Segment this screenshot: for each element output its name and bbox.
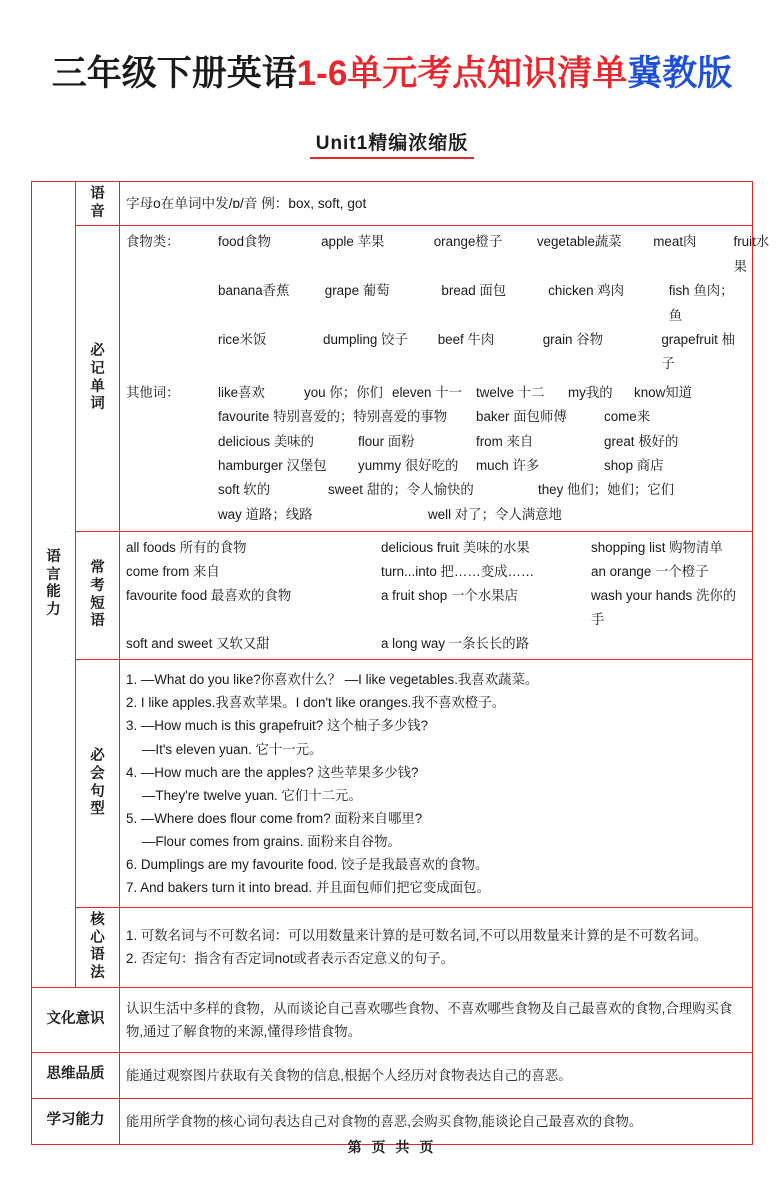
phrase-item: come from 来自 [126, 563, 220, 579]
row-label-grammar [76, 907, 120, 987]
row-label-must-words-char-3: 单 [90, 378, 105, 395]
phrase-line [126, 560, 746, 584]
phrase-item: favourite food 最喜欢的食物 [126, 587, 292, 603]
word-line [126, 454, 746, 478]
page-title-part2: 1-6单元考点知识清单 [296, 54, 628, 93]
cell-culture-content [120, 987, 753, 1052]
page-title [30, 46, 754, 96]
word-line [126, 381, 746, 405]
word-item: orange橙子 [433, 234, 503, 250]
knowledge-table [31, 181, 770, 1145]
page-title-part3: 冀教版 [627, 54, 733, 93]
table-row-phrases [32, 532, 753, 660]
phrase-item [591, 632, 746, 656]
word-group-lead-food: 食物类： [126, 234, 180, 250]
row-label-grammar-char-4: 法 [90, 964, 105, 981]
sentence-item: 3. —How much is this grapefruit? 这个柚子多少钱? [126, 718, 429, 734]
row-label-grammar-char-2: 心 [90, 929, 105, 946]
row-label-sentences-char-3: 句 [90, 783, 105, 800]
word-line-items [218, 454, 746, 478]
section-label-char-3: 能 [46, 584, 61, 601]
word-item: sweet 甜的；令人愉快的 [328, 482, 474, 498]
learning-text: 能用所学食物的核心词句表达自己对食物的喜恶,会购买食物,能谈论自己最喜欢的食物。 [126, 1113, 643, 1129]
word-group-lead-others: 其他词： [126, 384, 180, 400]
page-title-part1: 三年级下册英语 [51, 54, 297, 93]
word-item: come来 [604, 409, 651, 425]
section-label-char-2: 言 [46, 566, 61, 583]
word-line-items [218, 430, 746, 454]
row-label-pronunciation-char-1: 语 [90, 186, 105, 202]
word-line-spacer [126, 430, 218, 454]
word-line-spacer [126, 328, 218, 377]
word-line-items [218, 381, 746, 405]
word-item: chicken 鸡肉 [548, 283, 625, 299]
cell-thinking-content [120, 1052, 753, 1098]
word-item: food食物 [218, 234, 271, 250]
word-item: meat肉 [653, 234, 697, 250]
word-item: shop 商店 [604, 457, 664, 473]
thinking-text: 能通过观察图片获取有关食物的信息,根据个人经历对食物表达自己的喜恶。 [126, 1067, 572, 1083]
table-row-thinking [32, 1052, 753, 1098]
word-line-items [218, 405, 746, 429]
word-item: bread 面包 [441, 283, 507, 299]
word-item: soft 软的 [218, 482, 271, 498]
phrase-item: an orange 一个橙子 [591, 563, 709, 579]
row-label-must-words-char-4: 词 [90, 396, 105, 413]
phrase-item: a long way 一条长长的路 [381, 635, 530, 651]
word-line-items [218, 478, 746, 502]
table-row-must-words [32, 226, 753, 532]
table-row-pronunciation [32, 182, 753, 226]
phrase-item: soft and sweet 又软又甜 [126, 635, 270, 651]
page-footer: 第 页 共 页 [347, 1139, 437, 1155]
row-label-sentences-char-2: 会 [90, 765, 105, 782]
grammar-item: 2. 否定句：指含有否定词not或者表示否定意义的句子。 [126, 951, 455, 967]
word-item: hamburger 汉堡包 [218, 457, 327, 473]
word-item: flour 面粉 [358, 433, 415, 449]
word-item: grape 葡萄 [324, 283, 390, 299]
row-label-culture [32, 987, 120, 1052]
phrase-item: shopping list 购物清单 [591, 540, 723, 556]
word-line [126, 503, 746, 527]
word-item: rice米饭 [218, 331, 267, 347]
grammar-item: 1. 可数名词与不可数名词：可以用数量来计算的是可数名词,不可以用数量来计算的是不可数名词。 [126, 928, 708, 944]
word-item: grapefruit 柚子 [661, 331, 736, 372]
word-item: dumpling 饺子 [323, 331, 408, 347]
section-label-char-1: 语 [46, 548, 61, 565]
word-line [126, 328, 746, 377]
row-label-culture-text: 文化意识 [46, 1010, 105, 1027]
cell-pronunciation-content [120, 182, 753, 226]
document-page [0, 46, 784, 1179]
table-row-grammar [32, 907, 753, 987]
word-line [126, 430, 746, 454]
section-label-char-4: 力 [46, 601, 61, 618]
sentence-item-continuation: —They're twelve yuan. 它们十二元。 [142, 787, 362, 803]
row-label-must-words-char-2: 记 [90, 361, 105, 378]
sentence-item-continuation: —Flour comes from grains. 面粉来自谷物。 [142, 833, 401, 849]
word-item: apple 苹果 [321, 234, 385, 250]
sentence-item-continuation: —It's eleven yuan. 它十一元。 [142, 741, 323, 757]
unit-subtitle: Unit1精编浓缩版 [310, 128, 475, 159]
phrase-item: wash your hands 洗你的手 [591, 587, 737, 627]
word-line-spacer [126, 279, 218, 328]
word-item: eleven 十一 [392, 384, 462, 400]
word-item: know知道 [634, 384, 693, 400]
table-row-culture [32, 987, 753, 1052]
word-item: like喜欢 [218, 384, 265, 400]
word-line-items [218, 328, 746, 377]
word-item: great 极好的 [604, 433, 679, 449]
phrase-item: delicious fruit 美味的水果 [381, 540, 530, 556]
word-item: much 许多 [476, 457, 540, 473]
subtitle-wrapper [30, 128, 754, 159]
row-label-must-words-char-1: 必 [90, 343, 105, 360]
phrase-item: all foods 所有的食物 [126, 540, 247, 556]
word-item: baker 面包师傅 [476, 409, 567, 425]
row-label-sentences [76, 660, 120, 907]
word-item: way 道路；线路 [218, 506, 313, 522]
word-line-spacer [126, 478, 218, 502]
row-label-thinking [32, 1052, 120, 1098]
word-line-spacer [126, 454, 218, 478]
word-line [126, 279, 746, 328]
word-item: you 你；你们 [304, 384, 383, 400]
pronunciation-line: 字母o在单词中发/ɒ/音 例：box, soft, got [126, 195, 367, 211]
row-label-pronunciation-char-2: 音 [90, 203, 105, 220]
row-label-learning-text: 学习能力 [46, 1112, 105, 1129]
word-item: well 对了；令人满意地 [428, 506, 562, 522]
row-label-phrases-char-4: 语 [90, 613, 105, 630]
word-item: yummy 很好吃的 [358, 457, 459, 473]
phrase-line [126, 536, 746, 560]
word-line [126, 230, 770, 279]
word-line-spacer [126, 405, 218, 429]
row-label-pronunciation [76, 182, 120, 226]
cell-sentences-content [120, 660, 753, 907]
row-label-thinking-text: 思维品质 [46, 1066, 105, 1083]
phrase-line [126, 632, 746, 656]
word-line-spacer [126, 503, 218, 527]
sentence-item: 7. And bakers turn it into bread. 并且面包师们把它变成面包。 [126, 879, 490, 895]
row-label-sentences-char-4: 型 [90, 801, 105, 818]
sentence-item: 6. Dumplings are my favourite food. 饺子是我最喜欢的食物。 [126, 856, 489, 872]
word-item: beef 牛肉 [437, 331, 495, 347]
row-label-grammar-char-3: 语 [90, 947, 105, 964]
row-label-phrases-char-1: 常 [90, 560, 105, 577]
sentence-item: 5. —Where does flour come from? 面粉来自哪里? [126, 810, 423, 826]
row-label-phrases-char-2: 考 [90, 578, 105, 595]
sentence-item: 2. I like apples.我喜欢苹果。I don't like oranges.我不喜欢橙子。 [126, 695, 506, 711]
row-label-must-words [76, 226, 120, 532]
row-label-grammar-char-1: 核 [90, 911, 105, 928]
word-item: twelve 十二 [476, 384, 545, 400]
table-row-sentences [32, 660, 753, 907]
word-line [126, 478, 746, 502]
word-line [126, 405, 746, 429]
culture-text: 认识生活中多样的食物，从而谈论自己喜欢哪些食物、不喜欢哪些食物及自己最喜欢的食物,合理购买食物,通过了解食物的来源,懂得珍惜食物。 [126, 1000, 733, 1039]
word-item: banana香蕉 [218, 283, 290, 299]
word-item: they 他们；她们；它们 [538, 482, 675, 498]
word-item: from 来自 [476, 433, 534, 449]
phrase-item: a fruit shop 一个水果店 [381, 587, 518, 603]
row-label-sentences-char-1: 必 [90, 748, 105, 765]
section-label-language-ability [32, 182, 76, 988]
word-item: fruit水果 [733, 234, 770, 274]
word-line-items [218, 230, 780, 279]
word-line-items [218, 503, 746, 527]
word-item: favourite 特别喜爱的；特别喜爱的事物 [218, 409, 448, 425]
word-item: my我的 [568, 384, 613, 400]
sentence-item: 1. —What do you like?你喜欢什么？ —I like vegetables.我喜欢蔬菜。 [126, 672, 539, 688]
row-label-phrases-char-3: 短 [90, 595, 105, 612]
row-label-phrases [76, 532, 120, 660]
cell-grammar-content [120, 907, 753, 987]
cell-must-words-content [120, 226, 770, 532]
word-item: fish 鱼肉；鱼 [668, 283, 734, 323]
word-item: delicious 美味的 [218, 433, 314, 449]
word-line-items [218, 279, 746, 328]
phrase-line [126, 584, 746, 632]
word-item: grain 谷物 [542, 331, 603, 347]
sentence-item: 4. —How much are the apples? 这些苹果多少钱? [126, 764, 419, 780]
cell-phrases-content [120, 532, 753, 660]
phrase-item: turn...into 把……变成…… [381, 563, 535, 579]
word-item: vegetable蔬菜 [536, 234, 622, 250]
